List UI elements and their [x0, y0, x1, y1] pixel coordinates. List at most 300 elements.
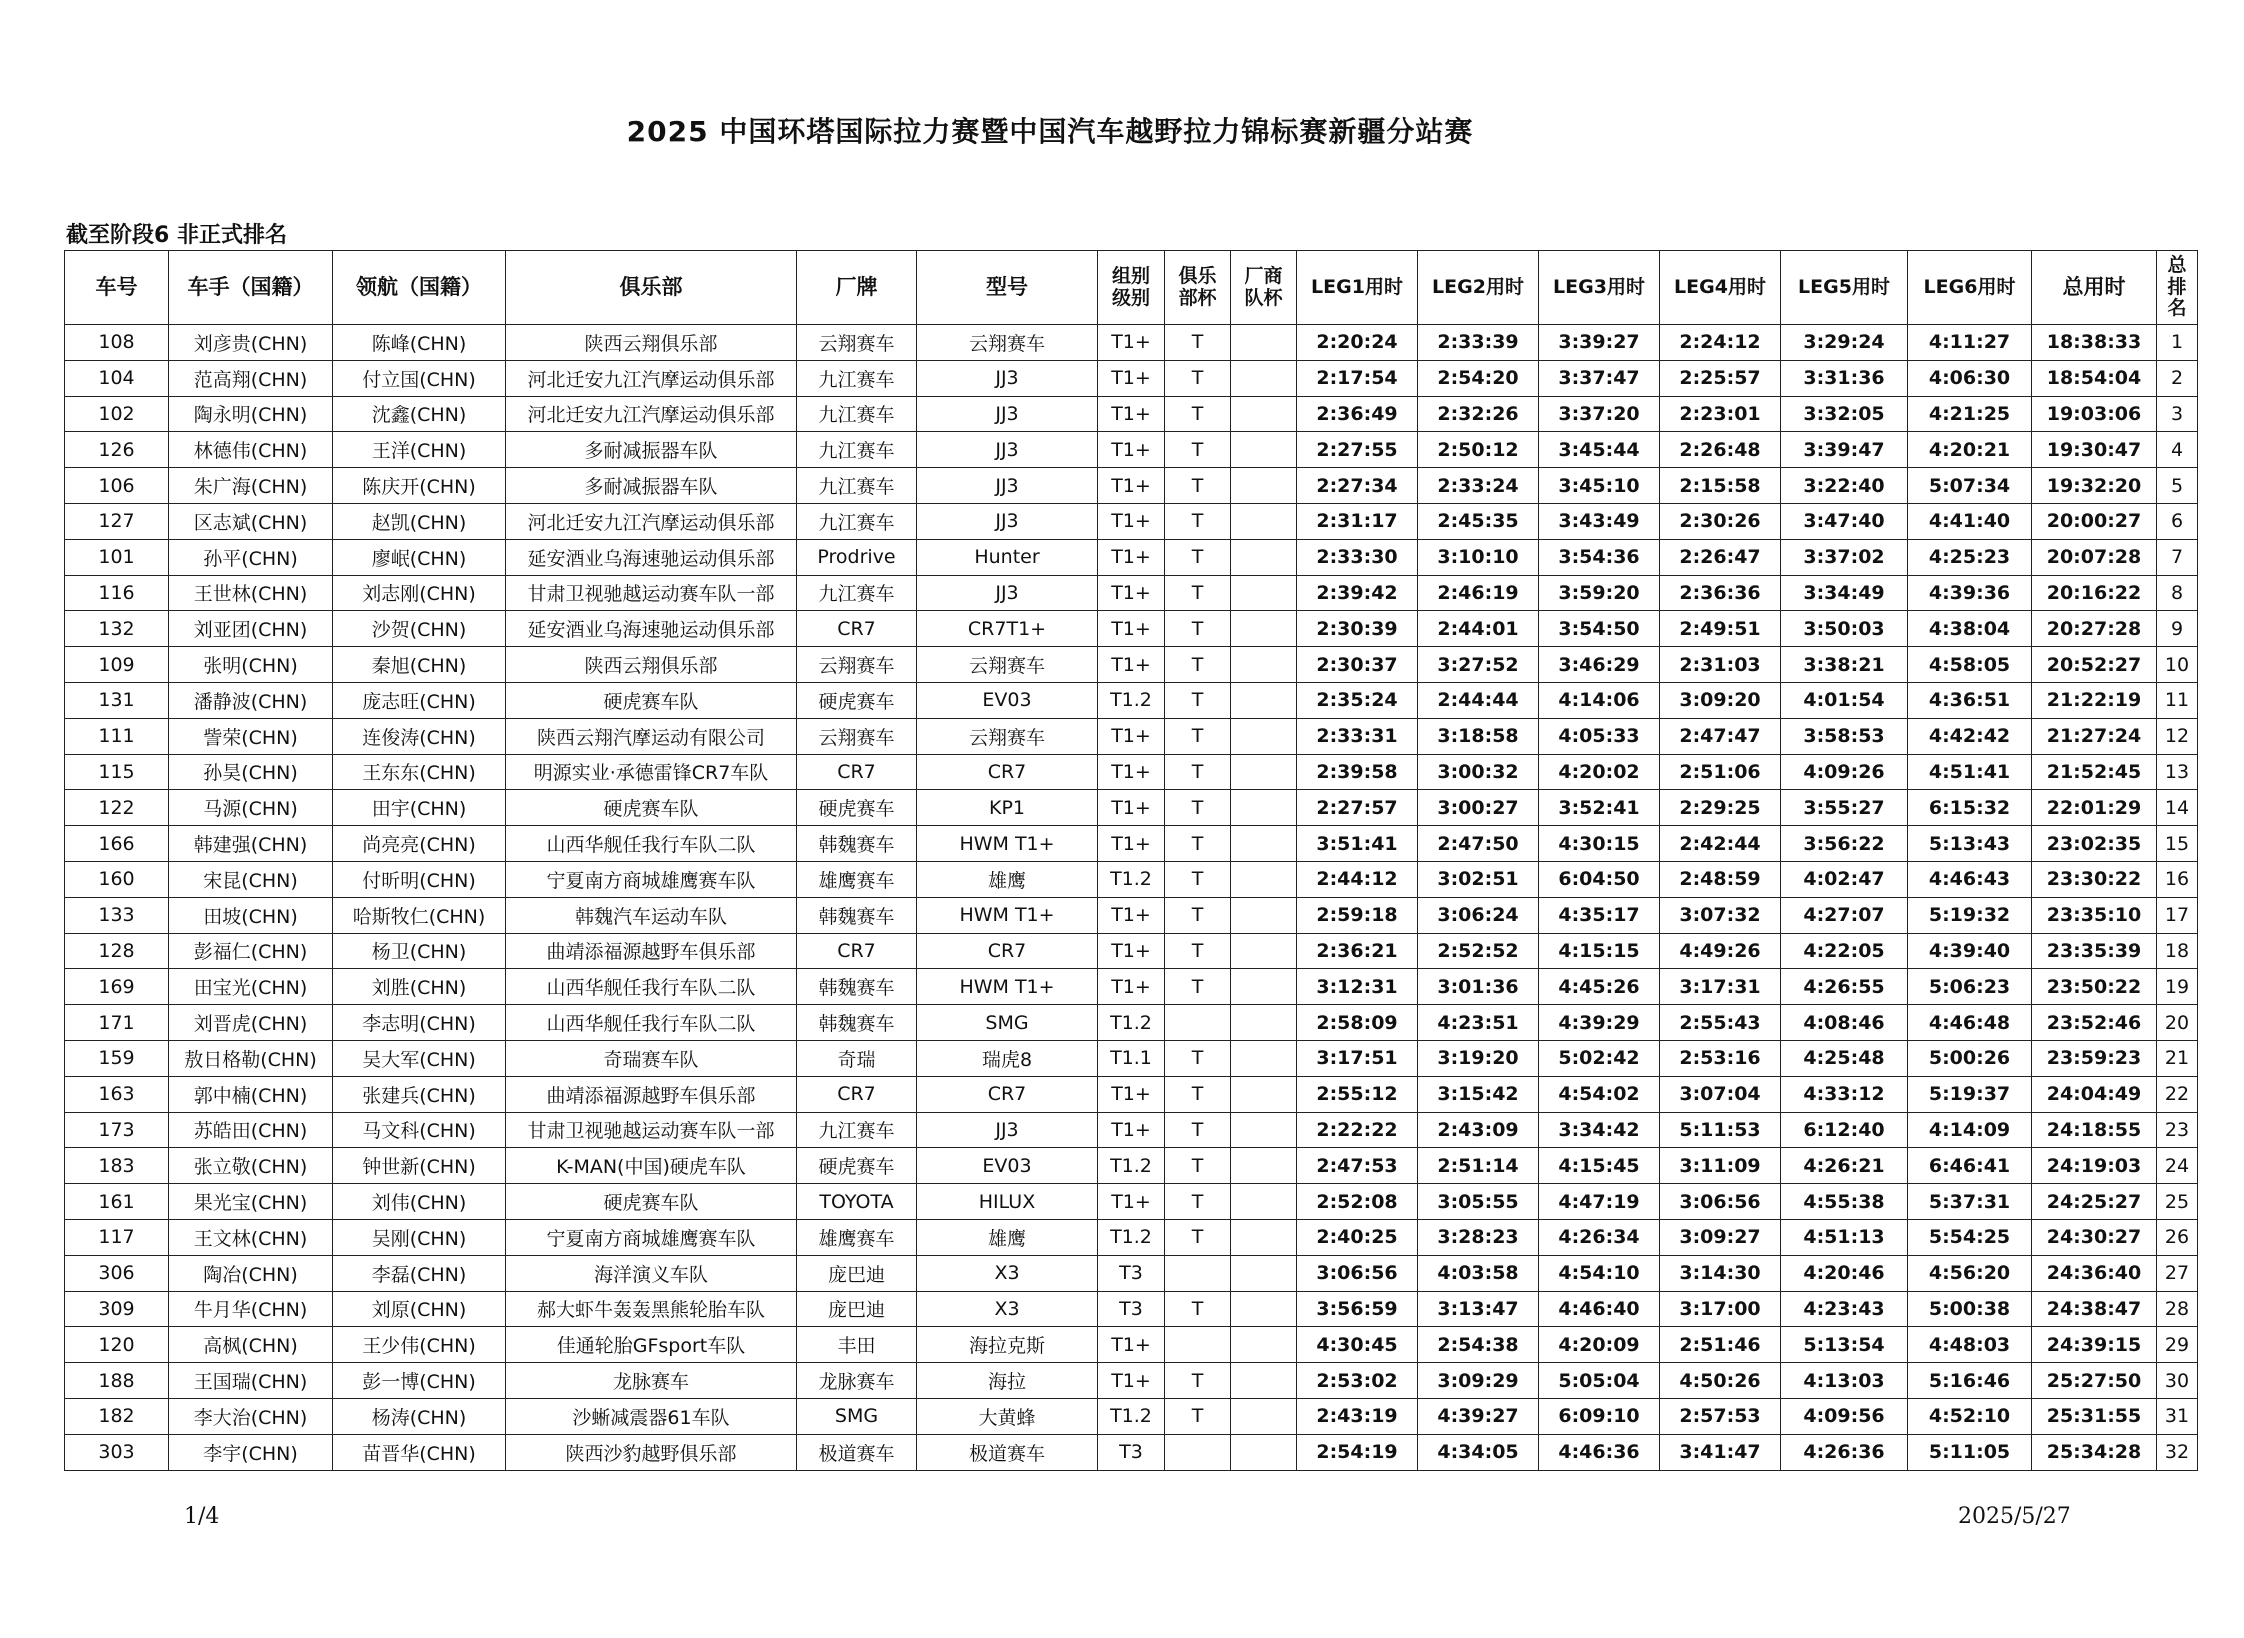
total-time: 19:03:06	[2032, 396, 2157, 432]
leg4-time: 2:26:47	[1660, 539, 1781, 575]
brand-name: SMG	[797, 1398, 917, 1434]
club-cup-flag: T	[1165, 933, 1231, 969]
maker-cup-flag	[1231, 325, 1297, 361]
model-name: CR7	[917, 754, 1098, 790]
model-name: KP1	[917, 790, 1098, 826]
overall-rank: 11	[2157, 682, 2198, 718]
car-number: 133	[65, 897, 169, 933]
group-class: T1+	[1098, 1076, 1165, 1112]
brand-name: 九江赛车	[797, 396, 917, 432]
club-cup-flag: T	[1165, 897, 1231, 933]
total-time: 25:34:28	[2032, 1434, 2157, 1470]
overall-rank: 16	[2157, 861, 2198, 897]
model-name: JJ3	[917, 468, 1098, 504]
leg3-time: 4:05:33	[1539, 718, 1660, 754]
header-brand: 厂牌	[797, 251, 917, 325]
driver-name: 朱广海(CHN)	[169, 468, 333, 504]
leg2-time: 2:44:44	[1418, 682, 1539, 718]
leg6-time: 5:16:46	[1908, 1363, 2032, 1399]
model-name: 云翔赛车	[917, 718, 1098, 754]
club-name: 延安酒业乌海速驰运动俱乐部	[506, 539, 797, 575]
codriver-name: 廖岷(CHN)	[333, 539, 506, 575]
header-row	[65, 251, 2198, 325]
codriver-name: 沈鑫(CHN)	[333, 396, 506, 432]
leg1-time: 2:20:24	[1297, 325, 1418, 361]
club-cup-flag: T	[1165, 1184, 1231, 1220]
club-cup-flag: T	[1165, 1363, 1231, 1399]
maker-cup-flag	[1231, 1255, 1297, 1291]
leg5-time: 4:02:47	[1781, 861, 1908, 897]
leg5-time: 6:12:40	[1781, 1112, 1908, 1148]
leg4-time: 3:17:00	[1660, 1291, 1781, 1327]
maker-cup-flag	[1231, 682, 1297, 718]
model-name: X3	[917, 1291, 1098, 1327]
leg6-time: 4:58:05	[1908, 647, 2032, 683]
car-number: 163	[65, 1076, 169, 1112]
club-cup-flag: T	[1165, 682, 1231, 718]
leg1-time: 2:52:08	[1297, 1184, 1418, 1220]
leg3-time: 4:35:17	[1539, 897, 1660, 933]
maker-cup-flag	[1231, 539, 1297, 575]
club-name: 龙脉赛车	[506, 1363, 797, 1399]
codriver-name: 吴大军(CHN)	[333, 1040, 506, 1076]
brand-name: Prodrive	[797, 539, 917, 575]
table-row	[65, 1398, 2198, 1434]
brand-name: 九江赛车	[797, 1112, 917, 1148]
overall-rank: 23	[2157, 1112, 2198, 1148]
codriver-name: 刘原(CHN)	[333, 1291, 506, 1327]
maker-cup-flag	[1231, 969, 1297, 1005]
leg5-time: 3:58:53	[1781, 718, 1908, 754]
codriver-name: 庞志旺(CHN)	[333, 682, 506, 718]
overall-rank: 8	[2157, 575, 2198, 611]
leg6-time: 4:46:43	[1908, 861, 2032, 897]
leg6-time: 5:54:25	[1908, 1219, 2032, 1255]
leg2-time: 3:09:29	[1418, 1363, 1539, 1399]
model-name: 极道赛车	[917, 1434, 1098, 1470]
car-number: 303	[65, 1434, 169, 1470]
car-number: 120	[65, 1327, 169, 1363]
leg6-time: 4:42:42	[1908, 718, 2032, 754]
table-row	[65, 325, 2198, 361]
leg3-time: 3:52:41	[1539, 790, 1660, 826]
leg4-time: 2:36:36	[1660, 575, 1781, 611]
leg6-time: 4:52:10	[1908, 1398, 2032, 1434]
leg5-time: 3:31:36	[1781, 360, 1908, 396]
leg6-time: 4:21:25	[1908, 396, 2032, 432]
model-name: JJ3	[917, 396, 1098, 432]
header-leg3: LEG3用时	[1539, 251, 1660, 325]
leg5-time: 3:38:21	[1781, 647, 1908, 683]
driver-name: 刘晋虎(CHN)	[169, 1005, 333, 1041]
brand-name: 韩魏赛车	[797, 969, 917, 1005]
club-name: 延安酒业乌海速驰运动俱乐部	[506, 611, 797, 647]
model-name: 大黄蜂	[917, 1398, 1098, 1434]
maker-cup-flag	[1231, 1184, 1297, 1220]
table-row	[65, 539, 2198, 575]
table-row	[65, 826, 2198, 862]
brand-name: 庞巴迪	[797, 1255, 917, 1291]
leg4-time: 2:57:53	[1660, 1398, 1781, 1434]
model-name: 云翔赛车	[917, 325, 1098, 361]
header-club-cup: 俱乐部杯	[1165, 251, 1231, 325]
total-time: 19:30:47	[2032, 432, 2157, 468]
maker-cup-flag	[1231, 897, 1297, 933]
table-row	[65, 503, 2198, 539]
results-body	[65, 325, 2198, 1471]
header-car-no: 车号	[65, 251, 169, 325]
overall-rank: 15	[2157, 826, 2198, 862]
leg1-time: 2:55:12	[1297, 1076, 1418, 1112]
club-cup-flag: T	[1165, 647, 1231, 683]
leg3-time: 5:05:04	[1539, 1363, 1660, 1399]
driver-name: 郭中楠(CHN)	[169, 1076, 333, 1112]
brand-name: 九江赛车	[797, 468, 917, 504]
document-date: 2025/5/27	[1958, 1504, 2071, 1529]
leg6-time: 6:46:41	[1908, 1148, 2032, 1184]
brand-name: 韩魏赛车	[797, 897, 917, 933]
group-class: T1+	[1098, 360, 1165, 396]
club-cup-flag	[1165, 1327, 1231, 1363]
driver-name: 王文林(CHN)	[169, 1219, 333, 1255]
model-name: 雄鹰	[917, 861, 1098, 897]
leg4-time: 3:17:31	[1660, 969, 1781, 1005]
table-row	[65, 1148, 2198, 1184]
leg4-time: 2:29:25	[1660, 790, 1781, 826]
leg3-time: 3:37:20	[1539, 396, 1660, 432]
total-time: 23:52:46	[2032, 1005, 2157, 1041]
brand-name: 韩魏赛车	[797, 826, 917, 862]
overall-rank: 14	[2157, 790, 2198, 826]
club-name: 宁夏南方商城雄鹰赛车队	[506, 1219, 797, 1255]
club-cup-flag: T	[1165, 1148, 1231, 1184]
leg2-time: 3:00:32	[1418, 754, 1539, 790]
header-leg5: LEG5用时	[1781, 251, 1908, 325]
leg2-time: 2:33:24	[1418, 468, 1539, 504]
overall-rank: 21	[2157, 1040, 2198, 1076]
leg4-time: 2:51:06	[1660, 754, 1781, 790]
leg2-time: 4:23:51	[1418, 1005, 1539, 1041]
maker-cup-flag	[1231, 396, 1297, 432]
codriver-name: 陈峰(CHN)	[333, 325, 506, 361]
maker-cup-flag	[1231, 1005, 1297, 1041]
club-cup-flag	[1165, 1005, 1231, 1041]
club-name: 硬虎赛车队	[506, 1184, 797, 1220]
page-title: 2025 中国环塔国际拉力赛暨中国汽车越野拉力锦标赛新疆分站赛	[626, 115, 1474, 148]
club-cup-flag: T	[1165, 1076, 1231, 1112]
overall-rank: 29	[2157, 1327, 2198, 1363]
club-cup-flag: T	[1165, 754, 1231, 790]
leg2-time: 2:46:19	[1418, 575, 1539, 611]
leg4-time: 3:06:56	[1660, 1184, 1781, 1220]
driver-name: 刘亚团(CHN)	[169, 611, 333, 647]
leg1-time: 2:58:09	[1297, 1005, 1418, 1041]
driver-name: 刘彦贵(CHN)	[169, 325, 333, 361]
leg5-time: 3:34:49	[1781, 575, 1908, 611]
model-name: HILUX	[917, 1184, 1098, 1220]
total-time: 20:00:27	[2032, 503, 2157, 539]
club-cup-flag: T	[1165, 1291, 1231, 1327]
table-row	[65, 790, 2198, 826]
brand-name: 奇瑞	[797, 1040, 917, 1076]
driver-name: 潘静波(CHN)	[169, 682, 333, 718]
maker-cup-flag	[1231, 1040, 1297, 1076]
model-name: EV03	[917, 1148, 1098, 1184]
club-cup-flag: T	[1165, 1040, 1231, 1076]
leg4-time: 2:23:01	[1660, 396, 1781, 432]
club-cup-flag: T	[1165, 969, 1231, 1005]
car-number: 116	[65, 575, 169, 611]
leg3-time: 3:59:20	[1539, 575, 1660, 611]
leg5-time: 4:26:55	[1781, 969, 1908, 1005]
total-time: 23:30:22	[2032, 861, 2157, 897]
table-row	[65, 1112, 2198, 1148]
model-name: HWM T1+	[917, 897, 1098, 933]
table-row	[65, 1005, 2198, 1041]
club-cup-flag: T	[1165, 575, 1231, 611]
driver-name: 苏皓田(CHN)	[169, 1112, 333, 1148]
leg2-time: 2:45:35	[1418, 503, 1539, 539]
leg6-time: 4:20:21	[1908, 432, 2032, 468]
overall-rank: 7	[2157, 539, 2198, 575]
car-number: 306	[65, 1255, 169, 1291]
maker-cup-flag	[1231, 1112, 1297, 1148]
group-class: T1+	[1098, 754, 1165, 790]
model-name: 海拉	[917, 1363, 1098, 1399]
maker-cup-flag	[1231, 1434, 1297, 1470]
overall-rank: 31	[2157, 1398, 2198, 1434]
leg5-time: 4:23:43	[1781, 1291, 1908, 1327]
leg3-time: 4:46:36	[1539, 1434, 1660, 1470]
total-time: 21:27:24	[2032, 718, 2157, 754]
group-class: T1+	[1098, 611, 1165, 647]
total-time: 25:27:50	[2032, 1363, 2157, 1399]
leg3-time: 4:46:40	[1539, 1291, 1660, 1327]
leg4-time: 3:07:04	[1660, 1076, 1781, 1112]
table-row	[65, 1219, 2198, 1255]
car-number: 115	[65, 754, 169, 790]
overall-rank: 18	[2157, 933, 2198, 969]
overall-rank: 10	[2157, 647, 2198, 683]
car-number: 128	[65, 933, 169, 969]
overall-rank: 9	[2157, 611, 2198, 647]
codriver-name: 李磊(CHN)	[333, 1255, 506, 1291]
leg3-time: 4:47:19	[1539, 1184, 1660, 1220]
group-class: T1+	[1098, 933, 1165, 969]
leg5-time: 4:33:12	[1781, 1076, 1908, 1112]
leg6-time: 4:14:09	[1908, 1112, 2032, 1148]
driver-name: 王世林(CHN)	[169, 575, 333, 611]
maker-cup-flag	[1231, 754, 1297, 790]
table-row	[65, 861, 2198, 897]
leg6-time: 4:36:51	[1908, 682, 2032, 718]
group-class: T1+	[1098, 647, 1165, 683]
club-name: 多耐减振器车队	[506, 468, 797, 504]
leg1-time: 2:59:18	[1297, 897, 1418, 933]
codriver-name: 马文科(CHN)	[333, 1112, 506, 1148]
leg3-time: 3:34:42	[1539, 1112, 1660, 1148]
leg6-time: 5:07:34	[1908, 468, 2032, 504]
leg1-time: 2:17:54	[1297, 360, 1418, 396]
leg1-time: 2:27:34	[1297, 468, 1418, 504]
leg5-time: 4:26:21	[1781, 1148, 1908, 1184]
group-class: T1.1	[1098, 1040, 1165, 1076]
leg1-time: 2:39:42	[1297, 575, 1418, 611]
group-class: T1+	[1098, 1363, 1165, 1399]
total-time: 24:39:15	[2032, 1327, 2157, 1363]
leg3-time: 4:39:29	[1539, 1005, 1660, 1041]
driver-name: 果光宝(CHN)	[169, 1184, 333, 1220]
brand-name: 硬虎赛车	[797, 1148, 917, 1184]
standings-subtitle: 截至阶段6 非正式排名	[66, 223, 287, 248]
leg3-time: 3:45:44	[1539, 432, 1660, 468]
total-time: 23:35:10	[2032, 897, 2157, 933]
leg1-time: 2:39:58	[1297, 754, 1418, 790]
club-cup-flag	[1165, 1255, 1231, 1291]
leg4-time: 2:30:26	[1660, 503, 1781, 539]
brand-name: 九江赛车	[797, 360, 917, 396]
brand-name: 九江赛车	[797, 432, 917, 468]
leg5-time: 4:20:46	[1781, 1255, 1908, 1291]
brand-name: 硬虎赛车	[797, 682, 917, 718]
total-time: 19:32:20	[2032, 468, 2157, 504]
codriver-name: 刘伟(CHN)	[333, 1184, 506, 1220]
leg5-time: 4:01:54	[1781, 682, 1908, 718]
leg4-time: 4:50:26	[1660, 1363, 1781, 1399]
brand-name: CR7	[797, 933, 917, 969]
leg2-time: 2:33:39	[1418, 325, 1539, 361]
club-cup-flag: T	[1165, 396, 1231, 432]
leg2-time: 4:39:27	[1418, 1398, 1539, 1434]
leg3-time: 6:09:10	[1539, 1398, 1660, 1434]
model-name: EV03	[917, 682, 1098, 718]
brand-name: 云翔赛车	[797, 647, 917, 683]
group-class: T1+	[1098, 969, 1165, 1005]
driver-name: 高枫(CHN)	[169, 1327, 333, 1363]
leg5-time: 3:37:02	[1781, 539, 1908, 575]
club-name: 海洋演义车队	[506, 1255, 797, 1291]
table-row	[65, 1434, 2198, 1470]
group-class: T1.2	[1098, 1148, 1165, 1184]
driver-name: 李宇(CHN)	[169, 1434, 333, 1470]
driver-name: 张立敬(CHN)	[169, 1148, 333, 1184]
model-name: CR7	[917, 933, 1098, 969]
group-class: T1+	[1098, 1112, 1165, 1148]
table-row	[65, 432, 2198, 468]
maker-cup-flag	[1231, 432, 1297, 468]
club-name: 郝大虾牛轰轰黑熊轮胎车队	[506, 1291, 797, 1327]
total-time: 24:18:55	[2032, 1112, 2157, 1148]
leg3-time: 3:45:10	[1539, 468, 1660, 504]
leg6-time: 4:56:20	[1908, 1255, 2032, 1291]
overall-rank: 26	[2157, 1219, 2198, 1255]
leg2-time: 2:47:50	[1418, 826, 1539, 862]
codriver-name: 田宇(CHN)	[333, 790, 506, 826]
car-number: 160	[65, 861, 169, 897]
leg4-time: 3:09:20	[1660, 682, 1781, 718]
leg6-time: 4:41:40	[1908, 503, 2032, 539]
club-name: 甘肃卫视驰越运动赛车队一部	[506, 1112, 797, 1148]
club-cup-flag: T	[1165, 325, 1231, 361]
leg3-time: 3:46:29	[1539, 647, 1660, 683]
brand-name: 极道赛车	[797, 1434, 917, 1470]
group-class: T1.2	[1098, 1005, 1165, 1041]
club-cup-flag: T	[1165, 360, 1231, 396]
header-maker-cup: 厂商队杯	[1231, 251, 1297, 325]
leg4-time: 3:07:32	[1660, 897, 1781, 933]
model-name: HWM T1+	[917, 969, 1098, 1005]
leg1-time: 2:33:30	[1297, 539, 1418, 575]
group-class: T1+	[1098, 826, 1165, 862]
club-name: 多耐减振器车队	[506, 432, 797, 468]
leg4-time: 3:11:09	[1660, 1148, 1781, 1184]
page-number: 1/4	[184, 1504, 220, 1529]
total-time: 24:19:03	[2032, 1148, 2157, 1184]
driver-name: 牛月华(CHN)	[169, 1291, 333, 1327]
total-time: 24:25:27	[2032, 1184, 2157, 1220]
overall-rank: 1	[2157, 325, 2198, 361]
leg6-time: 4:46:48	[1908, 1005, 2032, 1041]
group-class: T1+	[1098, 325, 1165, 361]
overall-rank: 24	[2157, 1148, 2198, 1184]
driver-name: 敖日格勒(CHN)	[169, 1040, 333, 1076]
overall-rank: 3	[2157, 396, 2198, 432]
car-number: 166	[65, 826, 169, 862]
leg2-time: 3:13:47	[1418, 1291, 1539, 1327]
club-name: 曲靖添福源越野车俱乐部	[506, 1076, 797, 1112]
car-number: 126	[65, 432, 169, 468]
codriver-name: 付立国(CHN)	[333, 360, 506, 396]
car-number: 169	[65, 969, 169, 1005]
leg4-time: 2:49:51	[1660, 611, 1781, 647]
leg3-time: 4:15:45	[1539, 1148, 1660, 1184]
overall-rank: 13	[2157, 754, 2198, 790]
group-class: T1+	[1098, 575, 1165, 611]
driver-name: 韩建强(CHN)	[169, 826, 333, 862]
model-name: JJ3	[917, 432, 1098, 468]
total-time: 24:30:27	[2032, 1219, 2157, 1255]
total-time: 23:59:23	[2032, 1040, 2157, 1076]
club-name: 陕西云翔俱乐部	[506, 325, 797, 361]
leg1-time: 2:36:49	[1297, 396, 1418, 432]
car-number: 309	[65, 1291, 169, 1327]
model-name: HWM T1+	[917, 826, 1098, 862]
maker-cup-flag	[1231, 861, 1297, 897]
brand-name: 云翔赛车	[797, 718, 917, 754]
leg1-time: 3:06:56	[1297, 1255, 1418, 1291]
maker-cup-flag	[1231, 1219, 1297, 1255]
leg6-time: 5:13:43	[1908, 826, 2032, 862]
car-number: 131	[65, 682, 169, 718]
maker-cup-flag	[1231, 503, 1297, 539]
table-row	[65, 754, 2198, 790]
maker-cup-flag	[1231, 1076, 1297, 1112]
car-number: 183	[65, 1148, 169, 1184]
total-time: 18:38:33	[2032, 325, 2157, 361]
club-cup-flag: T	[1165, 468, 1231, 504]
club-name: 佳通轮胎GFsport车队	[506, 1327, 797, 1363]
leg5-time: 4:26:36	[1781, 1434, 1908, 1470]
model-name: CR7	[917, 1076, 1098, 1112]
driver-name: 田宝光(CHN)	[169, 969, 333, 1005]
leg1-time: 2:30:39	[1297, 611, 1418, 647]
table-row	[65, 1363, 2198, 1399]
table-row	[65, 1040, 2198, 1076]
leg2-time: 3:27:52	[1418, 647, 1539, 683]
total-time: 25:31:55	[2032, 1398, 2157, 1434]
leg5-time: 4:27:07	[1781, 897, 1908, 933]
model-name: JJ3	[917, 360, 1098, 396]
